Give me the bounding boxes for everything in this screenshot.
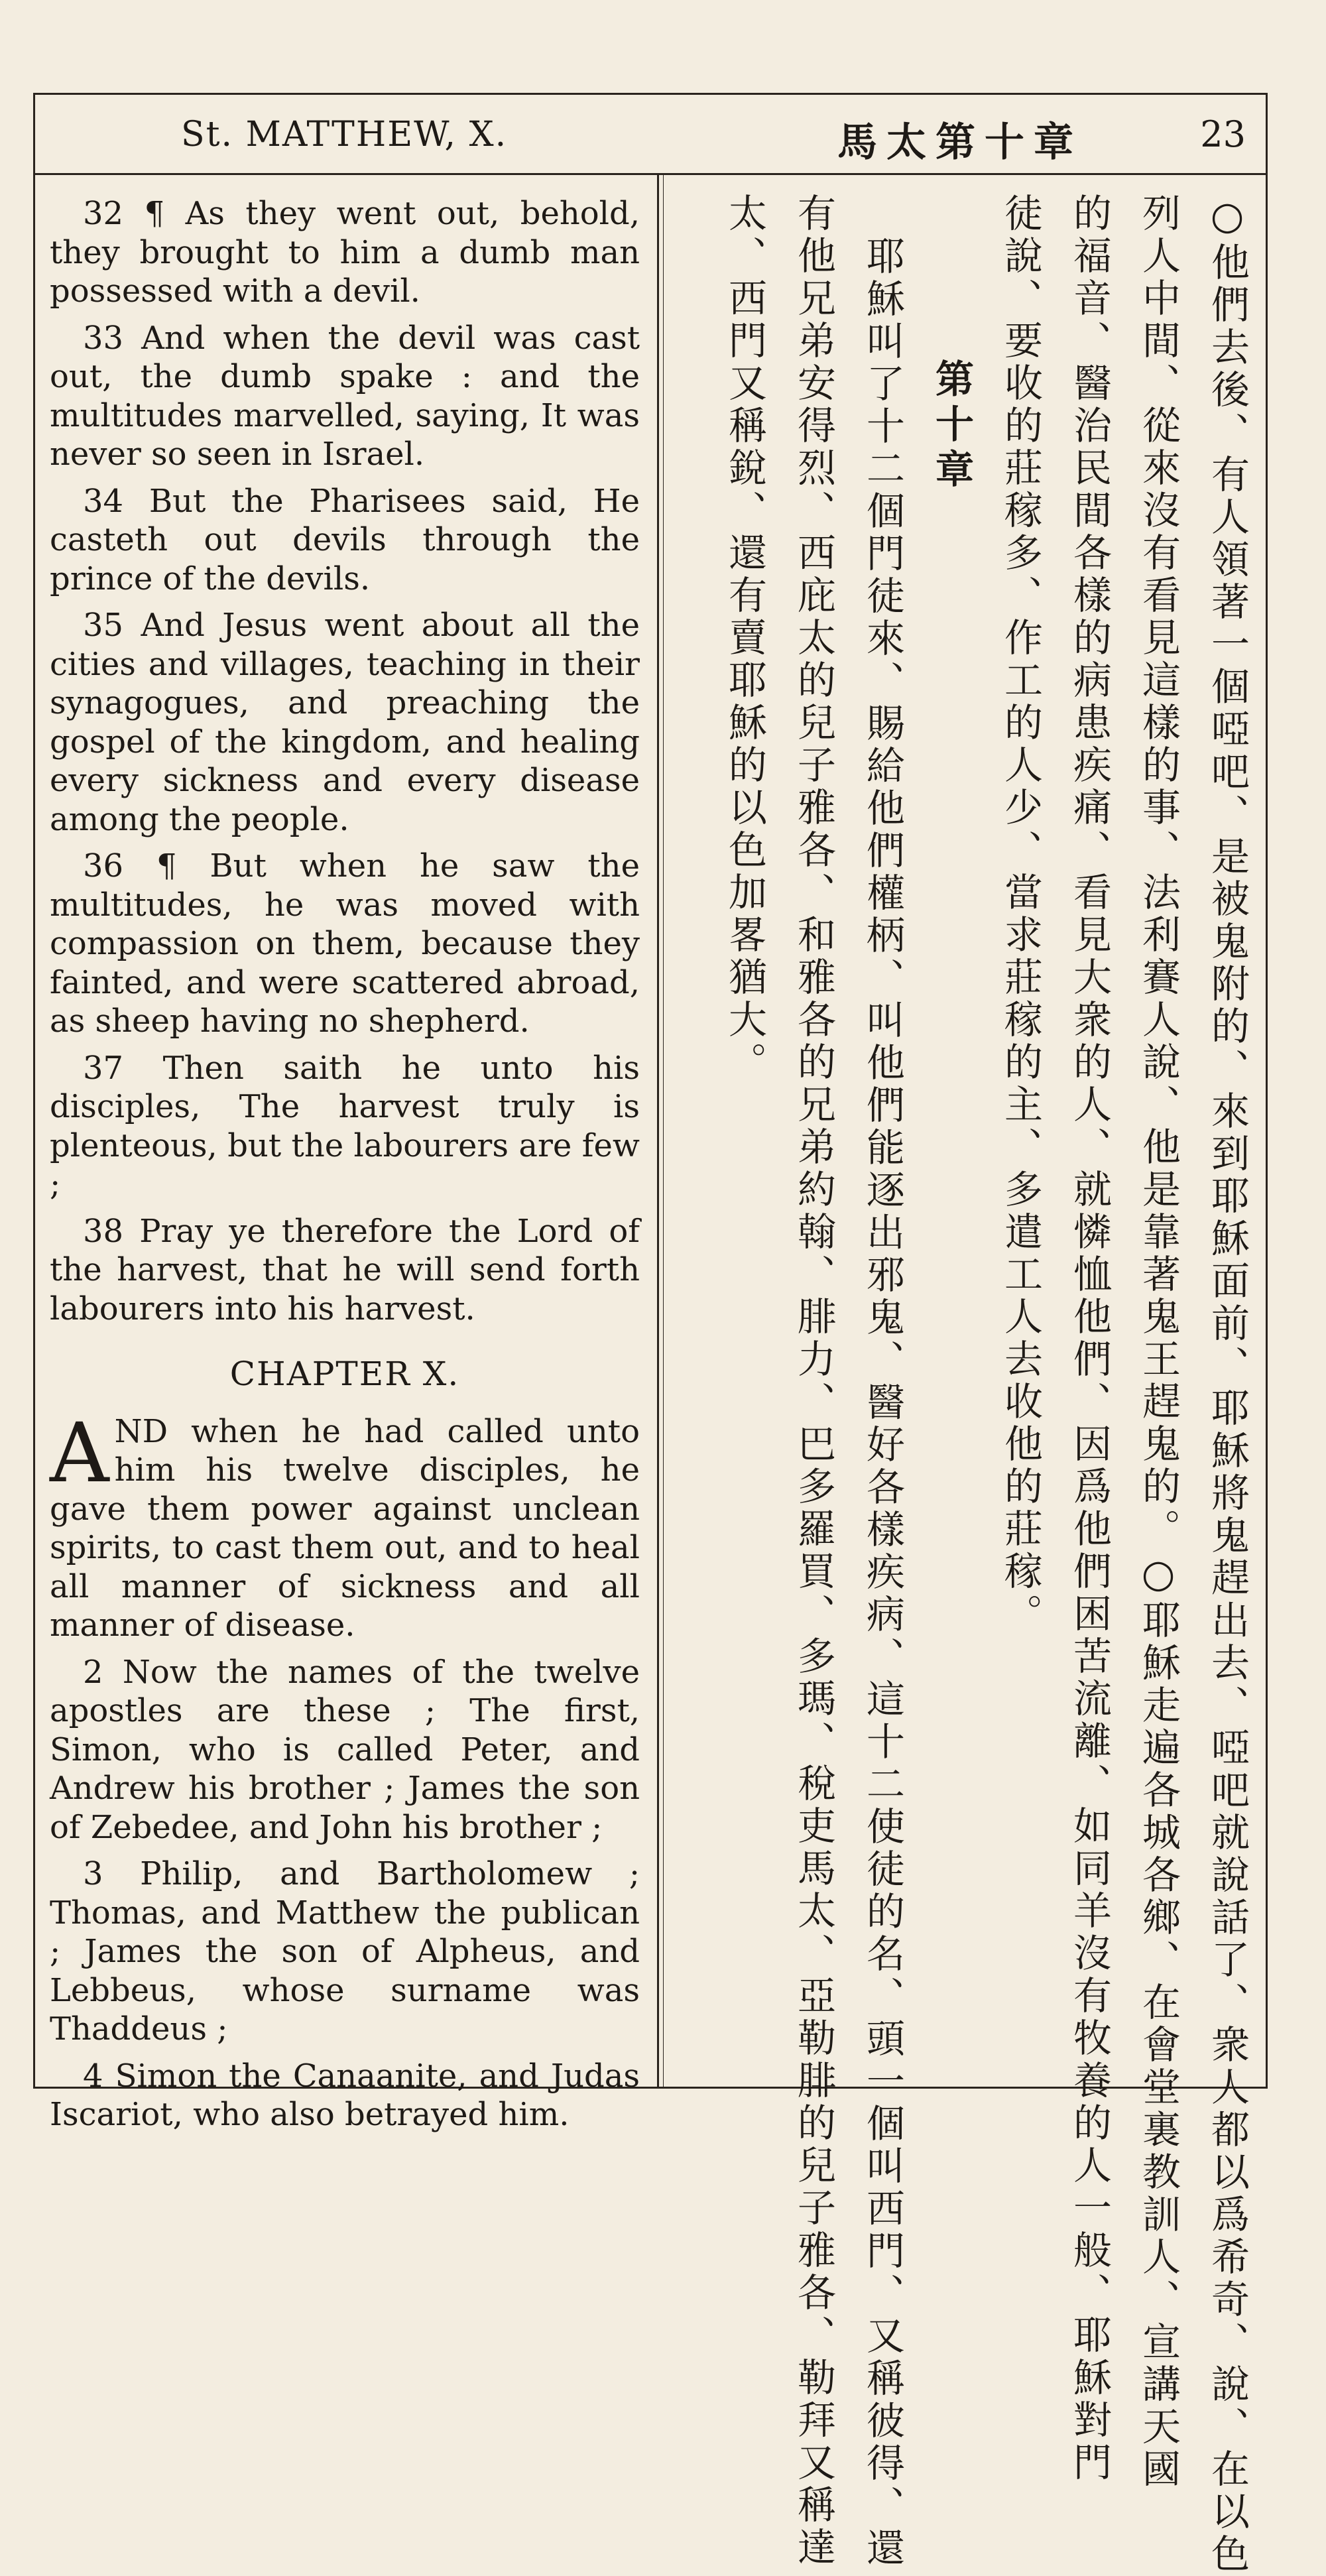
chapter-heading-english: CHAPTER X. bbox=[229, 1355, 460, 1393]
verse-paragraph: 38 Pray ye therefore the Lord of the harvest, that he will send forth labourers into his harvest. bbox=[50, 1212, 640, 1327]
chapter-heading-chinese: 第十章 bbox=[929, 359, 974, 494]
verse-paragraph: 3 Philip, and Bartholomew ; Thomas, and Matthew the publican ; James the son of Alpheus, and Lebbeus, whose surname was Thaddeus ; bbox=[50, 1855, 640, 2048]
column-divider-thin bbox=[663, 173, 664, 2087]
verse-paragraph: 4 Simon the Canaanite, and Judas Iscariot, who also betrayed him. bbox=[50, 2057, 640, 2133]
english-column bbox=[50, 194, 640, 2142]
drop-cap: A bbox=[50, 1405, 109, 1501]
chapter-first-text: ND when he had called unto him his twelve disciples, he gave them power against unclean spirits, to cast them out, and to heal all manner of sickness and all manner of disease. bbox=[50, 1412, 640, 1644]
page-number: 23 bbox=[1200, 113, 1246, 155]
chinese-line: 的福音、醫治民間各樣的病患疾痛、看見大衆的人、就憐恤他們、因爲他們困苦流離、如同羊沒有牧養的人一般、耶穌對門 bbox=[1067, 193, 1112, 2484]
verse-paragraph: 37 Then saith he unto his disciples, The harvest truly is plenteous, but the labourers are few ; bbox=[50, 1049, 640, 1203]
header-title-english: St. MATTHEW, X. bbox=[181, 115, 508, 154]
chinese-line: 有他兄弟安得烈、西庇太的兒子雅各、和雅各的兄弟約翰、腓力、巴多羅買、多瑪、稅吏馬太、亞勒腓的兒子雅各、勒拜又稱達 bbox=[791, 193, 836, 2569]
verse-paragraph: 33 And when the devil was cast out, the dumb spake : and the multitudes marvelled, saying, It was never so seen in Israel. bbox=[50, 319, 640, 473]
column-divider bbox=[657, 173, 659, 2087]
chinese-line: 列人中間、從來沒有看見這樣的事、法利賽人說、他是靠著鬼王趕鬼的。○耶穌走遍各城各鄉、在會堂裏教訓人、宣講天國 bbox=[1136, 193, 1181, 2491]
verse-paragraph: 35 And Jesus went about all the cities and villages, teaching in their synagogues, and preaching the gospel of the kingdom, and healing every sickness and every disease among the people. bbox=[50, 607, 640, 838]
chapter-first-paragraph bbox=[50, 1405, 640, 1645]
header-title-chinese: 馬太第十章 bbox=[837, 119, 1083, 166]
verse-paragraph: 32 ¶ As they went out, behold, they brought to him a dumb man possessed with a devil. bbox=[50, 195, 640, 310]
verse-paragraph: 2 Now the names of the twelve apostles are these ; The first, Simon, who is called Peter, and Andrew his brother ; James the son of Zebedee, and John his brother ; bbox=[50, 1653, 640, 1846]
chinese-column bbox=[672, 193, 1262, 2576]
running-header bbox=[35, 95, 1266, 175]
chinese-line: 耶穌叫了十二個門徒來、賜給他們權柄、叫他們能逐出邪鬼、醫好各樣疾病、這十二使徒的名、頭一個叫西門、又稱彼得、還 bbox=[860, 236, 905, 2570]
chinese-line: 太、西門又稱銳、還有賣耶穌的以色加畧猶大。 bbox=[722, 193, 767, 1084]
page-frame bbox=[33, 93, 1268, 2576]
verse-paragraph: 34 But the Pharisees said, He casteth out devils through the prince of the devils. bbox=[50, 482, 640, 597]
chinese-line: 徒說、要收的莊稼多、作工的人少、當求莊稼的主、多遣工人去收他的莊稼。 bbox=[998, 193, 1043, 1636]
verse-paragraph: 36 ¶ But when he saw the multitudes, he was moved with compassion on them, because they fainted, and were scattered abroad, as sheep having no shepherd. bbox=[50, 847, 640, 1040]
chinese-line: ○他們去後、有人領著一個啞吧、是被鬼附的、來到耶穌面前、耶穌將鬼趕出去、啞吧就說話了、衆人都以爲希奇、說、在以色 bbox=[1205, 193, 1250, 2576]
